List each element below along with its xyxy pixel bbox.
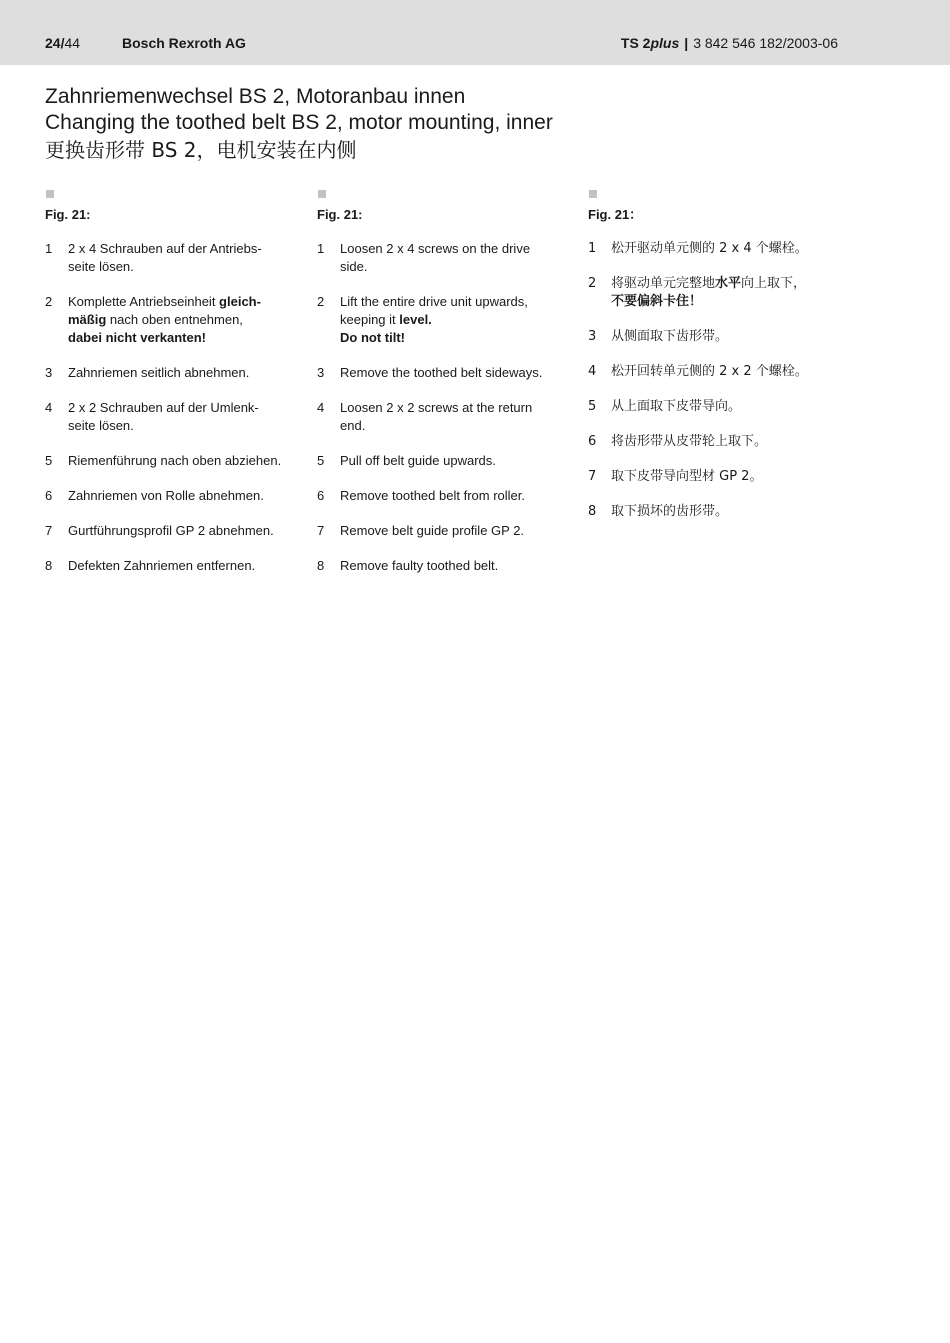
step-item (45, 452, 295, 470)
step-number: 4 (588, 364, 597, 379)
step-list (317, 240, 567, 575)
step-text: Loosen 2 x 2 screws at the return end. (340, 400, 533, 433)
step-item (317, 399, 567, 435)
page-total: 44 (64, 35, 81, 51)
step-number: 1 (588, 241, 597, 256)
step-item (317, 364, 567, 382)
step-text: Defekten Zahnriemen entfernen. (68, 558, 256, 573)
step-text: Remove faulty toothed belt. (340, 558, 499, 573)
step-number: 3 (45, 365, 53, 380)
step-number: 8 (45, 558, 53, 573)
section-titles (45, 84, 553, 164)
step-text-part: Komplette Antriebseinheit (68, 294, 220, 309)
step-item (588, 275, 838, 311)
step-number: 5 (317, 453, 325, 468)
step-text: 将齿形带从皮带轮上取下。 (611, 434, 768, 449)
step-item (588, 240, 838, 258)
step-number: 5 (45, 453, 53, 468)
step-text-part: 向上取下， (741, 276, 807, 291)
step-item (588, 363, 838, 381)
bullet-marker-icon (318, 190, 326, 198)
column-english (317, 190, 567, 575)
step-text-part: 将驱动单元完整地 (611, 276, 716, 291)
step-number: 7 (588, 469, 597, 484)
step-number: 5 (588, 399, 597, 414)
step-emphasis: 不要偏斜卡住！ (611, 294, 703, 309)
step-number: 6 (588, 434, 597, 449)
step-number: 2 (588, 276, 597, 291)
doc-number: 3 842 546 182/2003-06 (693, 35, 838, 51)
bullet-marker-icon (589, 190, 597, 198)
product-name: TS 2plus (620, 35, 680, 51)
step-number: 7 (45, 523, 53, 538)
step-text: 从侧面取下齿形带。 (611, 329, 729, 344)
step-text: Remove belt guide profile GP 2. (340, 523, 525, 538)
step-text: 取下皮带导向型材 GP 2。 (611, 469, 763, 484)
figure-label: Fig. 21: (45, 207, 91, 222)
step-emphasis: dabei nicht verkanten! (68, 330, 206, 345)
step-item (45, 522, 295, 540)
step-text (611, 275, 838, 311)
step-number: 6 (317, 488, 325, 503)
bullet-marker-icon (46, 190, 54, 198)
step-number: 6 (45, 488, 53, 503)
step-text: 从上面取下皮带导向。 (611, 399, 742, 414)
header-separator: | (684, 35, 689, 51)
step-item (588, 503, 838, 521)
step-emphasis: 水平 (715, 276, 742, 291)
step-text: 2 x 2 Schrauben auf der Umlenk- seite lösen. (68, 400, 259, 433)
step-item (317, 487, 567, 505)
step-text: 松开回转单元侧的 2 x 2 个螺栓。 (611, 364, 808, 379)
step-text: 取下损坏的齿形带。 (611, 504, 729, 519)
step-text: Zahnriemen seitlich abnehmen. (68, 365, 250, 380)
step-number: 7 (317, 523, 325, 538)
step-emphasis: Do not tilt! (340, 330, 405, 345)
step-item (317, 240, 567, 276)
step-number: 4 (317, 400, 325, 415)
step-number: 8 (588, 504, 597, 519)
step-number: 3 (588, 329, 597, 344)
step-emphasis: level. (399, 312, 432, 327)
figure-label: Fig. 21： (588, 207, 643, 222)
step-text: Gurtführungsprofil GP 2 abnehmen. (68, 523, 274, 538)
step-number: 3 (317, 365, 325, 380)
step-item (45, 557, 295, 575)
figure-label: Fig. 21: (317, 207, 363, 222)
title-german: Zahnriemenwechsel BS 2, Motoranbau innen (45, 85, 466, 108)
step-text: Loosen 2 x 4 screws on the drive side. (340, 241, 531, 274)
step-number: 8 (317, 558, 325, 573)
step-text: Riemenführung nach oben abziehen. (68, 453, 282, 468)
step-item (45, 487, 295, 505)
step-text: 2 x 4 Schrauben auf der Antriebs- seite lösen. (68, 241, 262, 274)
step-list (45, 240, 295, 575)
step-number: 2 (317, 294, 325, 309)
page-header (0, 0, 950, 65)
step-item (317, 557, 567, 575)
step-text (340, 293, 567, 347)
column-chinese (588, 190, 838, 521)
step-text-part: Lift the entire drive unit upwards, keeping it (340, 294, 528, 327)
step-number: 1 (45, 241, 53, 256)
step-text: Remove toothed belt from roller. (340, 488, 525, 503)
step-item (317, 293, 567, 347)
step-item (317, 522, 567, 540)
step-item (45, 240, 295, 276)
company-name: Bosch Rexroth AG (122, 35, 246, 51)
column-german (45, 190, 295, 575)
step-emphasis: gleich- mäßig (68, 294, 261, 327)
step-number: 2 (45, 294, 53, 309)
document-reference (621, 35, 838, 51)
step-text (68, 293, 295, 347)
step-item (588, 328, 838, 346)
step-text-part: nach oben entnehmen, (109, 312, 243, 327)
title-chinese: 更换齿形带 BS 2，电机安装在内侧 (45, 138, 357, 162)
step-number: 4 (45, 400, 53, 415)
step-text: Remove the toothed belt sideways. (340, 365, 543, 380)
step-item (588, 468, 838, 486)
page-current: 24/ (45, 35, 65, 51)
step-item (317, 452, 567, 470)
step-number: 1 (317, 241, 325, 256)
step-item (45, 399, 295, 435)
step-text: Pull off belt guide upwards. (340, 453, 496, 468)
step-item (45, 293, 295, 347)
step-list (588, 240, 838, 521)
step-item (588, 433, 838, 451)
step-text: 松开驱动单元侧的 2 x 4 个螺栓。 (611, 241, 808, 256)
step-item (588, 398, 838, 416)
title-english: Changing the toothed belt BS 2, motor mounting, inner (45, 111, 553, 134)
step-item (45, 364, 295, 382)
step-text: Zahnriemen von Rolle abnehmen. (68, 488, 264, 503)
page-number (45, 35, 80, 51)
